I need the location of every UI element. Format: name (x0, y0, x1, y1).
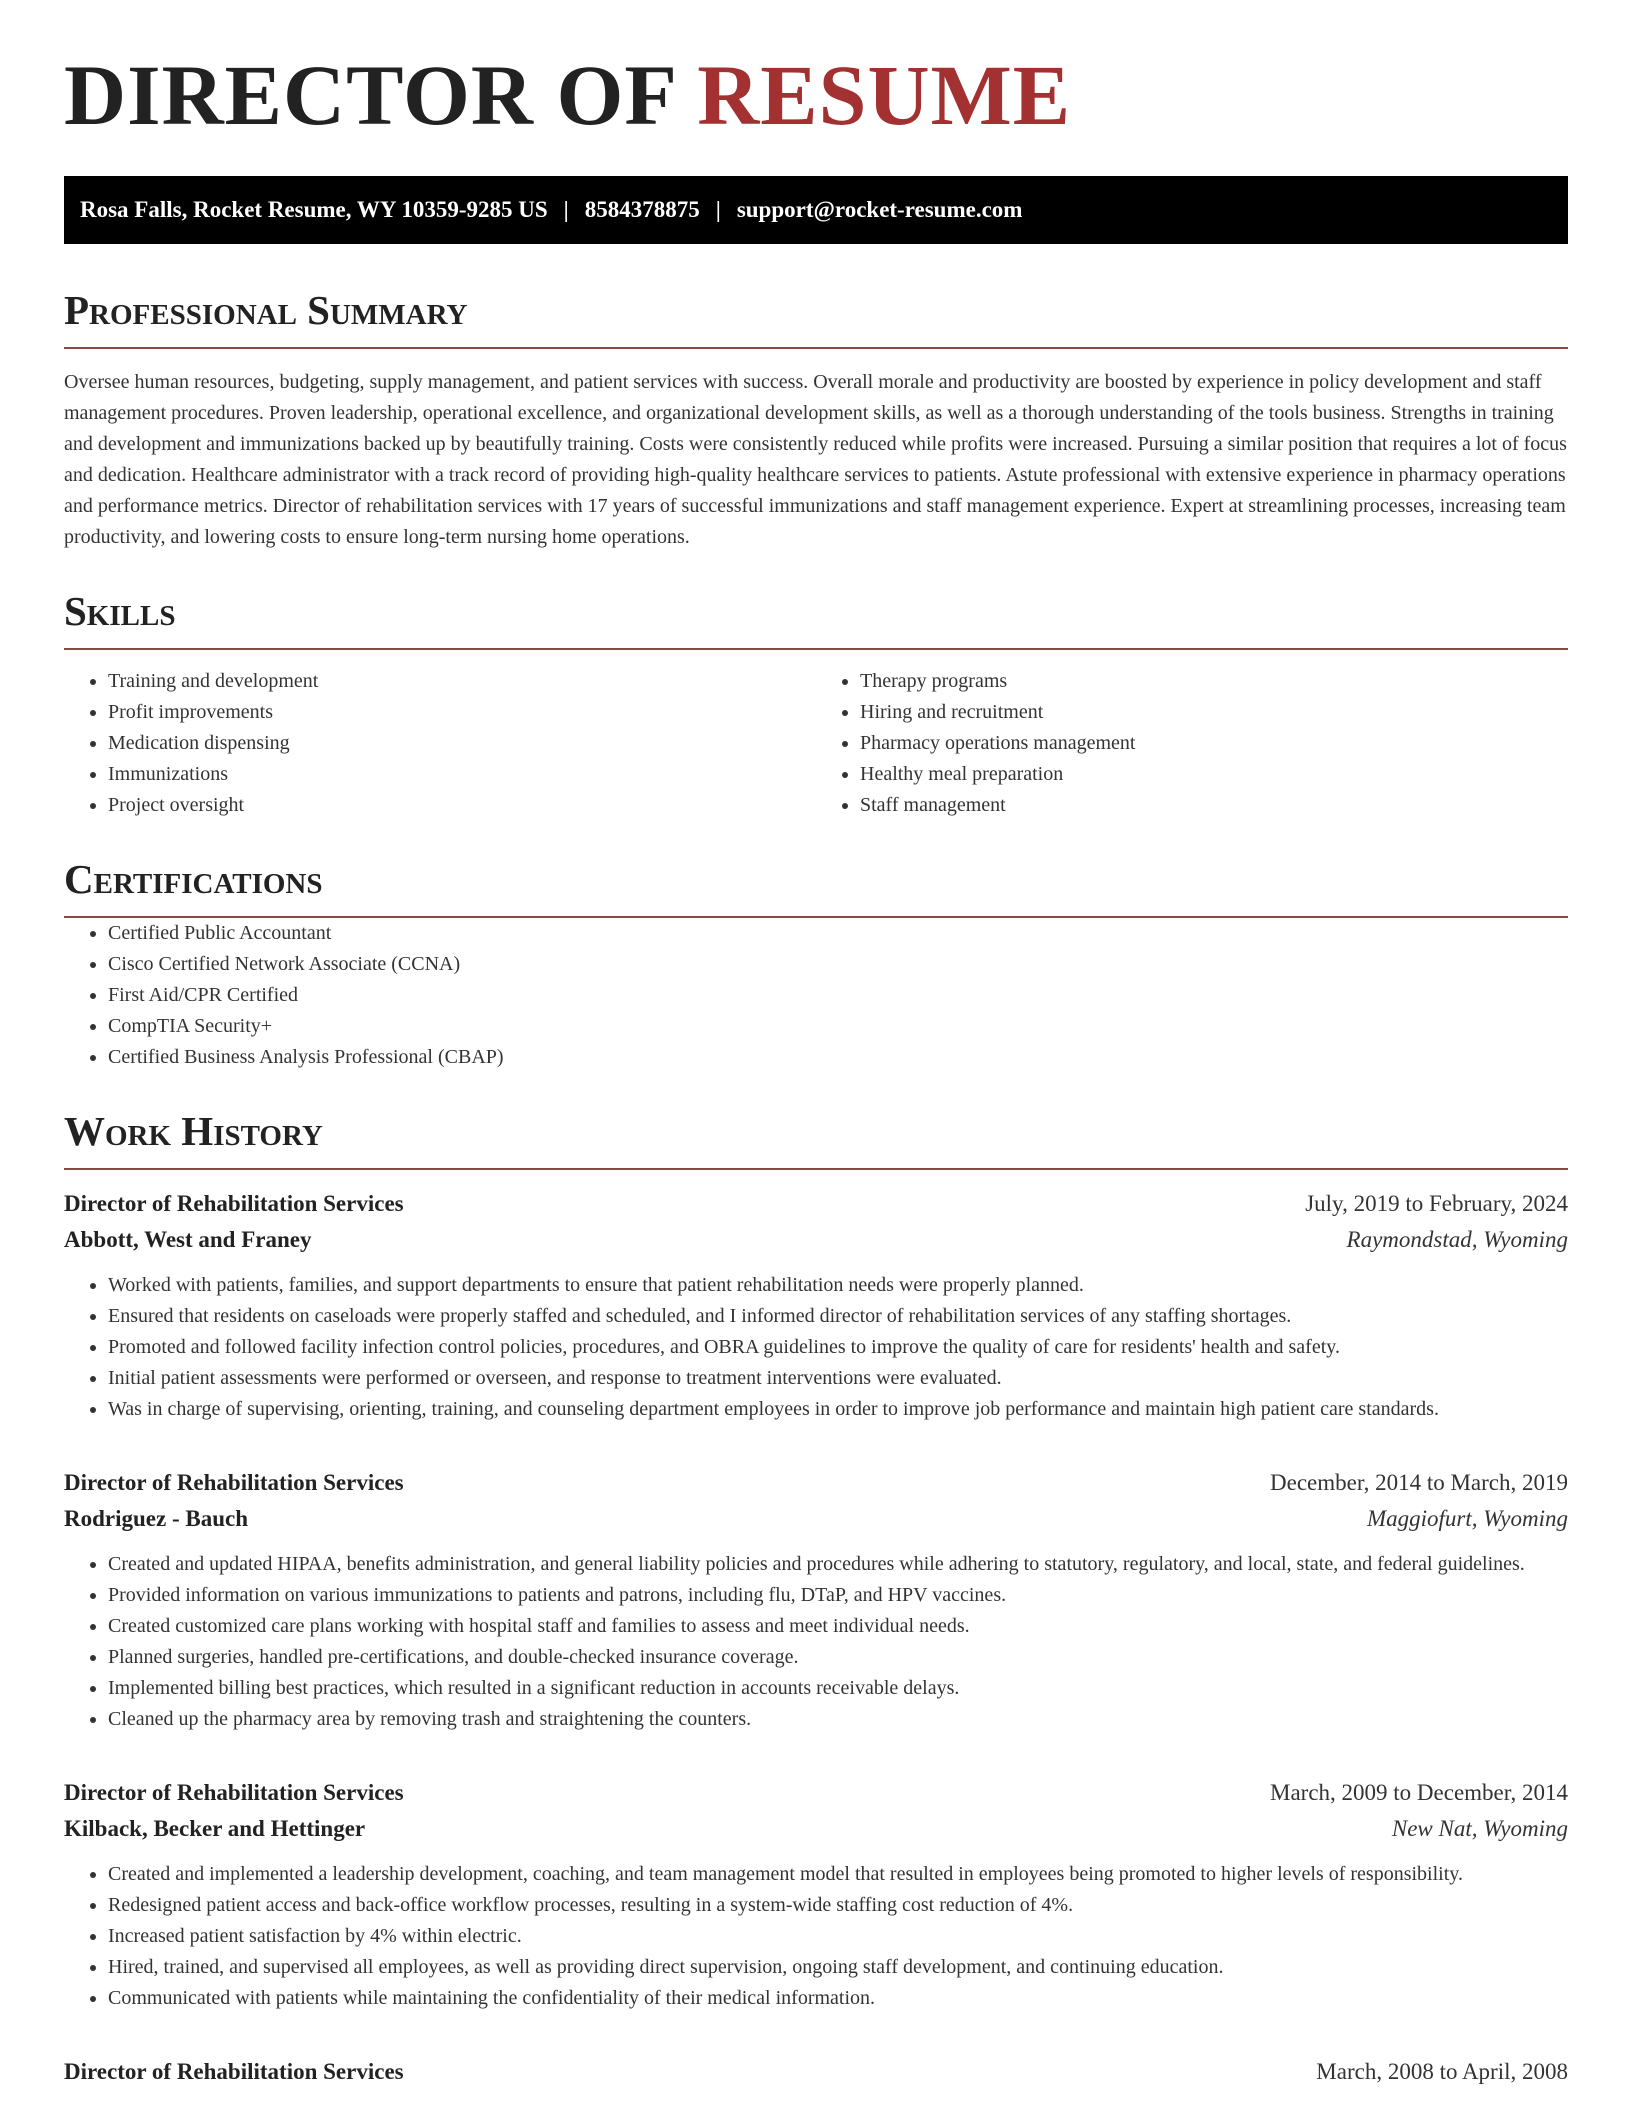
summary-heading: Professional Summary (64, 290, 1568, 349)
job-duty: • Created customized care plans working with hospital staff and families to assess and meet individual needs. (108, 1611, 1568, 1642)
job-duty: • Implemented billing best practices, which resulted in a significant reduction in accounts receivable delays. (108, 1673, 1568, 1704)
skill-item: • Hiring and recruitment (860, 697, 1568, 728)
job-duty: • Was in charge of supervising, orienting, training, and counseling department employees in order to improve job performance and maintain high patient care standards. (108, 1394, 1568, 1425)
certifications-heading: Certifications (64, 859, 1568, 918)
skill-item: • Medication dispensing (108, 728, 816, 759)
job-duty: • Planned surgeries, handled pre-certifications, and double-checked insurance coverage. (108, 1642, 1568, 1673)
skill-item: • Project oversight (108, 790, 816, 821)
job-duty: • Increased patient satisfaction by 4% within electric. (108, 1921, 1568, 1952)
skill-item: • Profit improvements (108, 697, 816, 728)
job-company: Rodriguez - Bauch (64, 1506, 248, 1531)
certification-item: • Cisco Certified Network Associate (CCNA) (108, 949, 1568, 980)
skills-column-left (64, 666, 816, 821)
job-dates: March, 2008 to April, 2008 (1316, 2059, 1568, 2084)
title-accent: RESUME (697, 47, 1072, 143)
work-history-heading: Work History (64, 1111, 1568, 1170)
job-company: Abbott, West and Franey (64, 1227, 312, 1252)
job-company: Kilback, Becker and Hettinger (64, 1816, 366, 1841)
job-location: Maggiofurt, Wyoming (1366, 1506, 1568, 1531)
job-entry (64, 1465, 1568, 1735)
job-header-row (64, 1465, 1568, 1501)
resume-title (64, 0, 1568, 143)
job-company-row (64, 1811, 1568, 1847)
job-duties (64, 1549, 1568, 1735)
job-title: Director of Rehabilitation Services (64, 1191, 404, 1216)
skills-column-right (816, 666, 1568, 821)
job-entry (64, 1186, 1568, 1425)
job-title: Director of Rehabilitation Services (64, 2059, 404, 2084)
job-duty: • Created and updated HIPAA, benefits administration, and general liability policies and procedures while adhering to statutory, regulatory, and local, state, and federal guidelines. (108, 1549, 1568, 1580)
skill-item: • Immunizations (108, 759, 816, 790)
job-header-row (64, 1775, 1568, 1811)
skill-item: • Healthy meal preparation (860, 759, 1568, 790)
skill-item: • Pharmacy operations management (860, 728, 1568, 759)
job-duties (64, 1859, 1568, 2014)
job-header-row (64, 2054, 1568, 2090)
job-entry (64, 1775, 1568, 2014)
job-header-row (64, 1186, 1568, 1222)
skill-item: • Staff management (860, 790, 1568, 821)
job-dates: July, 2019 to February, 2024 (1305, 1191, 1568, 1216)
job-duty: • Redesigned patient access and back-office workflow processes, resulting in a system-wide staffing cost reduction of 4%. (108, 1890, 1568, 1921)
contact-separator: | (563, 197, 569, 222)
job-company-row (64, 1222, 1568, 1258)
job-duty: • Cleaned up the pharmacy area by removing trash and straightening the counters. (108, 1704, 1568, 1735)
summary-text: Oversee human resources, budgeting, supply management, and patient services with success. Overall morale and productivity are boosted by experience in policy development and staff management procedures. Proven leadership, operational excellence, and organizational development skills, as well as a thorough understanding of the tools business. Strengths in training and development and immunizations backed up by beautifully training. Costs were consistently reduced while profits were increased. Pursuing a similar position that requires a lot of focus and dedication. Healthcare administrator with a track record of providing high-quality healthcare services to patients. Astute professional with extensive experience in pharmacy operations and performance metrics. Director of rehabilitation services with 17 years of successful immunizations and staff management experience. Expert at streamlining processes, increasing team productivity, and lowering costs to ensure long-term nursing home operations. (64, 371, 1567, 548)
job-location: Raymondstad, Wyoming (1346, 1227, 1568, 1252)
job-duty: • Ensured that residents on caseloads were properly staffed and scheduled, and I informed director of rehabilitation services of any staffing shortages. (108, 1301, 1568, 1332)
job-duty: • Worked with patients, families, and support departments to ensure that patient rehabilitation needs were properly planned. (108, 1270, 1568, 1301)
title-main: DIRECTOR OF (64, 47, 675, 143)
job-title: Director of Rehabilitation Services (64, 1470, 404, 1495)
certification-item: • CompTIA Security+ (108, 1011, 1568, 1042)
skill-item: • Therapy programs (860, 666, 1568, 697)
job-duty: • Initial patient assessments were performed or overseen, and response to treatment interventions were evaluated. (108, 1363, 1568, 1394)
skill-item: • Training and development (108, 666, 816, 697)
certification-item: • Certified Business Analysis Professional (CBAP) (108, 1042, 1568, 1073)
job-duty: • Provided information on various immunizations to patients and patrons, including flu, DTaP, and HPV vaccines. (108, 1580, 1568, 1611)
contact-separator: | (715, 197, 721, 222)
job-dates: March, 2009 to December, 2014 (1270, 1780, 1568, 1805)
job-location: New Nat, Wyoming (1391, 1816, 1568, 1841)
job-duty: • Promoted and followed facility infection control policies, procedures, and OBRA guidelines to improve the quality of care for residents' health and safety. (108, 1332, 1568, 1363)
skills-grid (64, 666, 1568, 821)
job-dates: December, 2014 to March, 2019 (1270, 1470, 1568, 1495)
contact-phone: 8584378875 (584, 197, 700, 222)
job-company-row (64, 1501, 1568, 1537)
contact-bar (64, 176, 1568, 244)
job-duties (64, 1270, 1568, 1425)
job-entry (64, 2054, 1568, 2090)
skills-heading: Skills (64, 591, 1568, 650)
certifications-list (64, 918, 1568, 1073)
certification-item: • Certified Public Accountant (108, 918, 1568, 949)
job-duty: • Communicated with patients while maintaining the confidentiality of their medical information. (108, 1983, 1568, 2014)
certification-item: • First Aid/CPR Certified (108, 980, 1568, 1011)
contact-email: support@rocket-resume.com (736, 197, 1023, 222)
contact-address: Rosa Falls, Rocket Resume, WY 10359-9285 US (80, 197, 548, 222)
job-duty: • Hired, trained, and supervised all employees, as well as providing direct supervision, ongoing staff development, and continuing education. (108, 1952, 1568, 1983)
job-duty: • Created and implemented a leadership development, coaching, and team management model that resulted in employees being promoted to higher levels of responsibility. (108, 1859, 1568, 1890)
job-title: Director of Rehabilitation Services (64, 1780, 404, 1805)
